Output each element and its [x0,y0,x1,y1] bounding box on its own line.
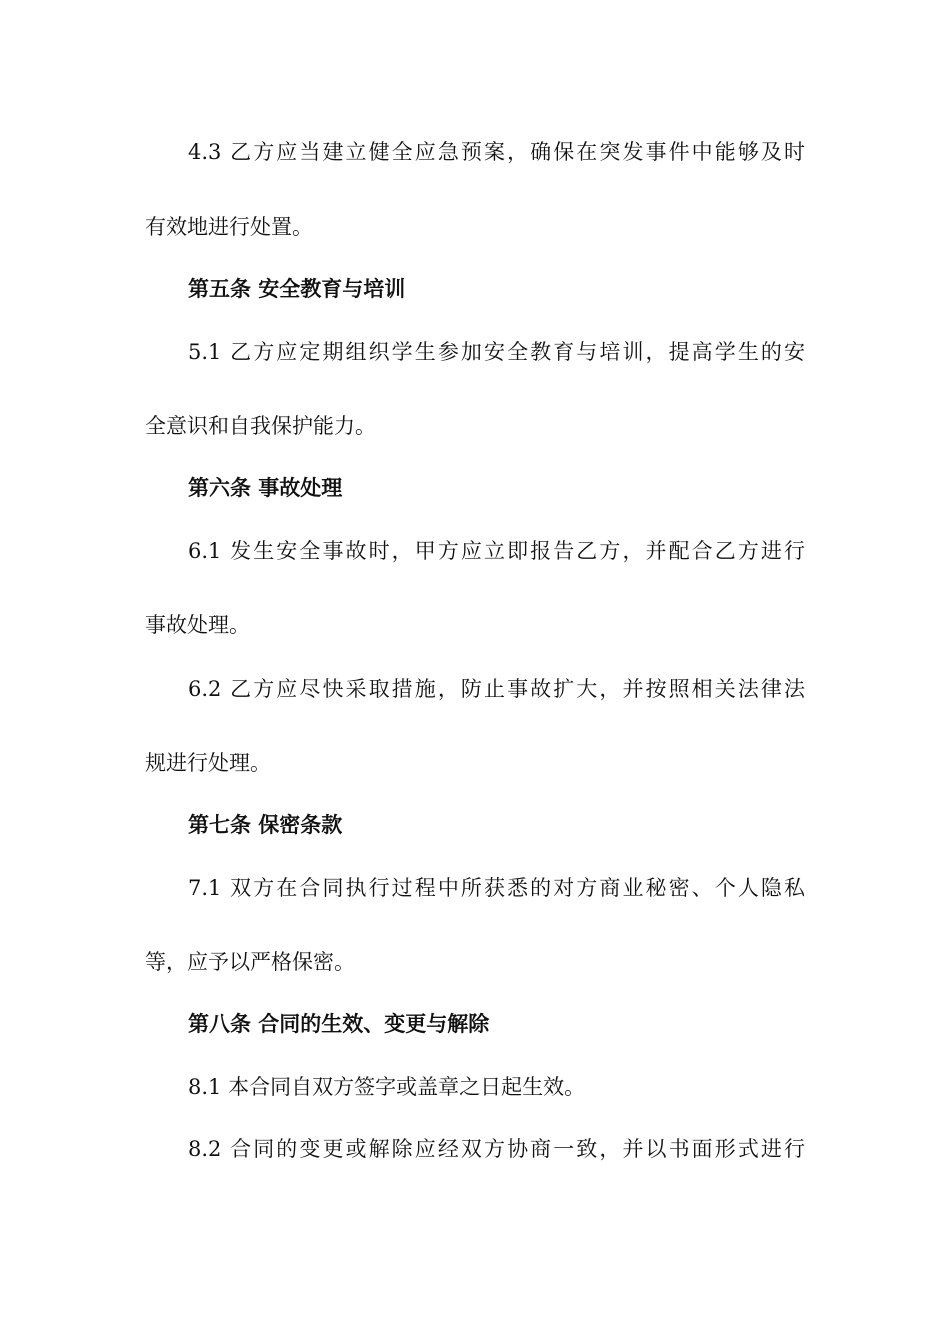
section-heading-8: 第八条 合同的生效、变更与解除 [188,1012,490,1036]
clause-5-1-line-2: 全意识和自我保护能力。 [145,414,376,438]
section-heading-6: 第六条 事故处理 [188,476,343,500]
clause-6-2-line-2: 规进行处理。 [145,751,271,775]
clause-6-2-line-1: 6.2 乙方应尽快采取措施，防止事故扩大，并按照相关法律法 [188,677,805,701]
clause-6-1-line-2: 事故处理。 [145,613,250,637]
clause-7-1-line-2: 等，应予以严格保密。 [145,950,355,974]
clause-5-1-line-1: 5.1 乙方应定期组织学生参加安全教育与培训，提高学生的安 [188,340,805,364]
clause-6-1-line-1: 6.1 发生安全事故时，甲方应立即报告乙方，并配合乙方进行 [188,539,805,563]
section-heading-5: 第五条 安全教育与培训 [188,277,406,301]
clause-4-3-line-2: 有效地进行处置。 [145,215,313,239]
clause-7-1-line-1: 7.1 双方在合同执行过程中所获悉的对方商业秘密、个人隐私 [188,876,805,900]
clause-4-3-line-1: 4.3 乙方应当建立健全应急预案，确保在突发事件中能够及时 [188,140,805,164]
clause-8-1-line-1: 8.1 本合同自双方签字或盖章之日起生效。 [188,1075,586,1099]
section-heading-7: 第七条 保密条款 [188,813,343,837]
clause-8-2-line-1: 8.2 合同的变更或解除应经双方协商一致，并以书面形式进行 [188,1137,805,1161]
